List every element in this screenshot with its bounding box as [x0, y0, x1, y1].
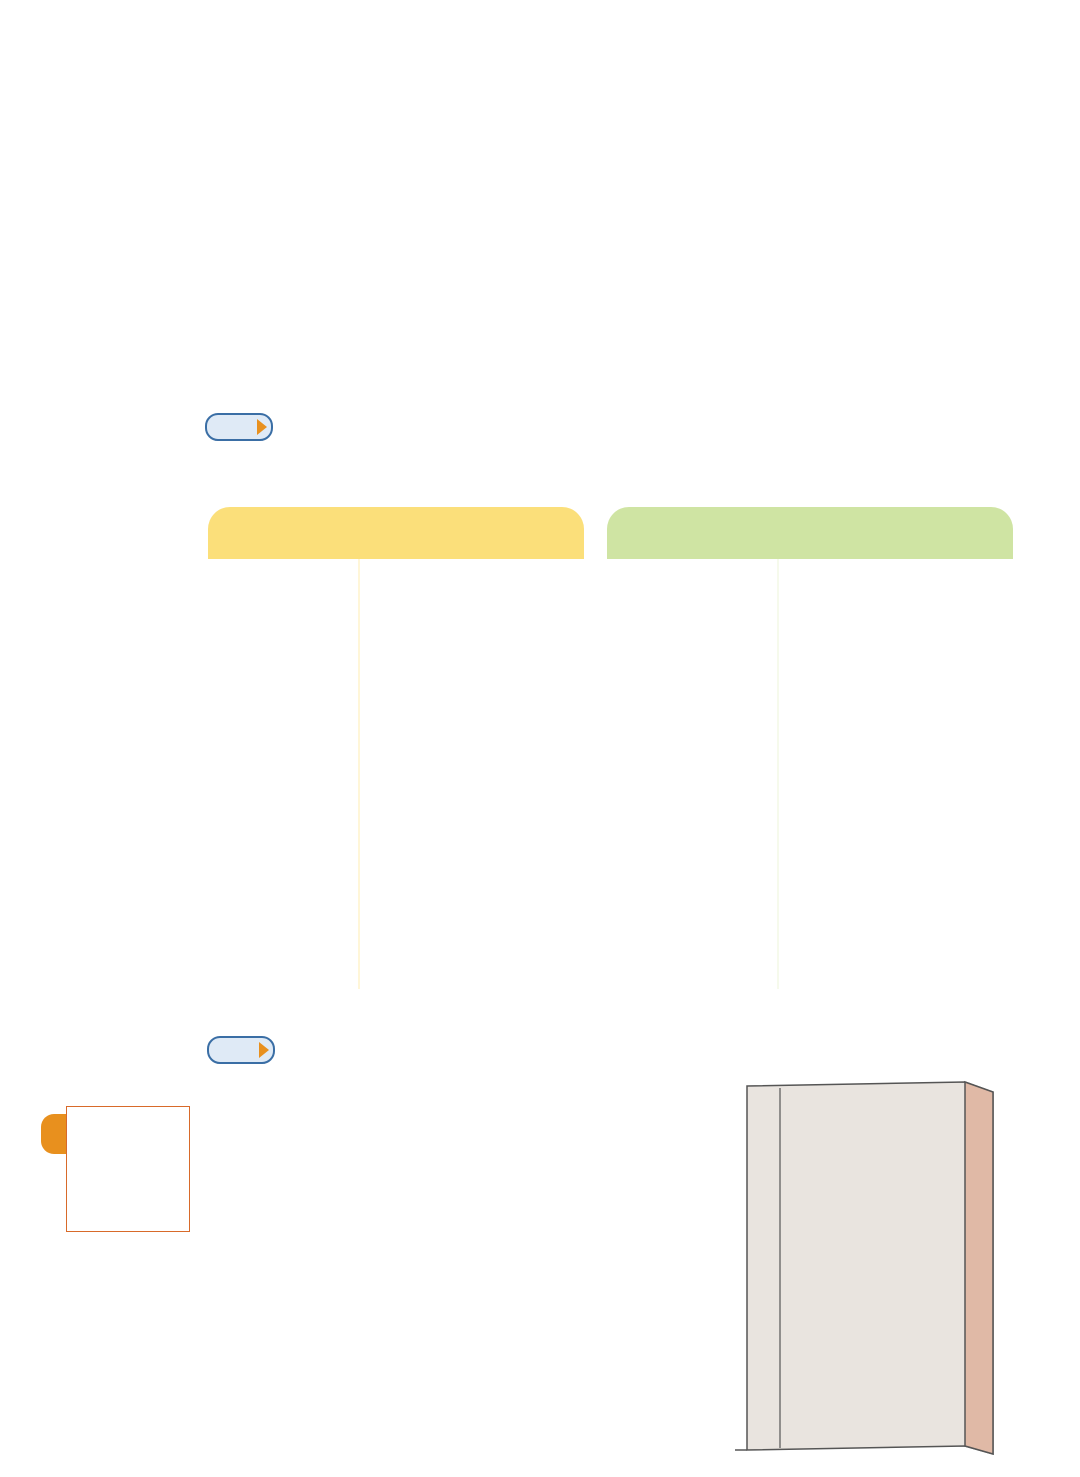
- building-side: [965, 1082, 993, 1454]
- play-arrow-icon: [259, 1042, 269, 1058]
- b1-badge: [205, 413, 273, 441]
- ordinal-table-title: [607, 507, 1013, 559]
- b2-badge: [207, 1036, 275, 1064]
- b2-instruction: [207, 1036, 1057, 1073]
- cardinal-table-title: [208, 507, 584, 559]
- tip-tab: [41, 1114, 67, 1154]
- play-arrow-icon: [257, 419, 267, 435]
- tip-box: [66, 1106, 190, 1232]
- column-divider: [777, 559, 779, 989]
- section-title: [205, 110, 223, 144]
- cardinal-numbers-table: [208, 507, 584, 559]
- column-divider: [358, 559, 360, 989]
- building-illustration: [735, 1080, 1035, 1460]
- b1-instruction: [205, 413, 1035, 449]
- ordinal-numbers-table: [607, 507, 1013, 559]
- building-body: [747, 1082, 993, 1454]
